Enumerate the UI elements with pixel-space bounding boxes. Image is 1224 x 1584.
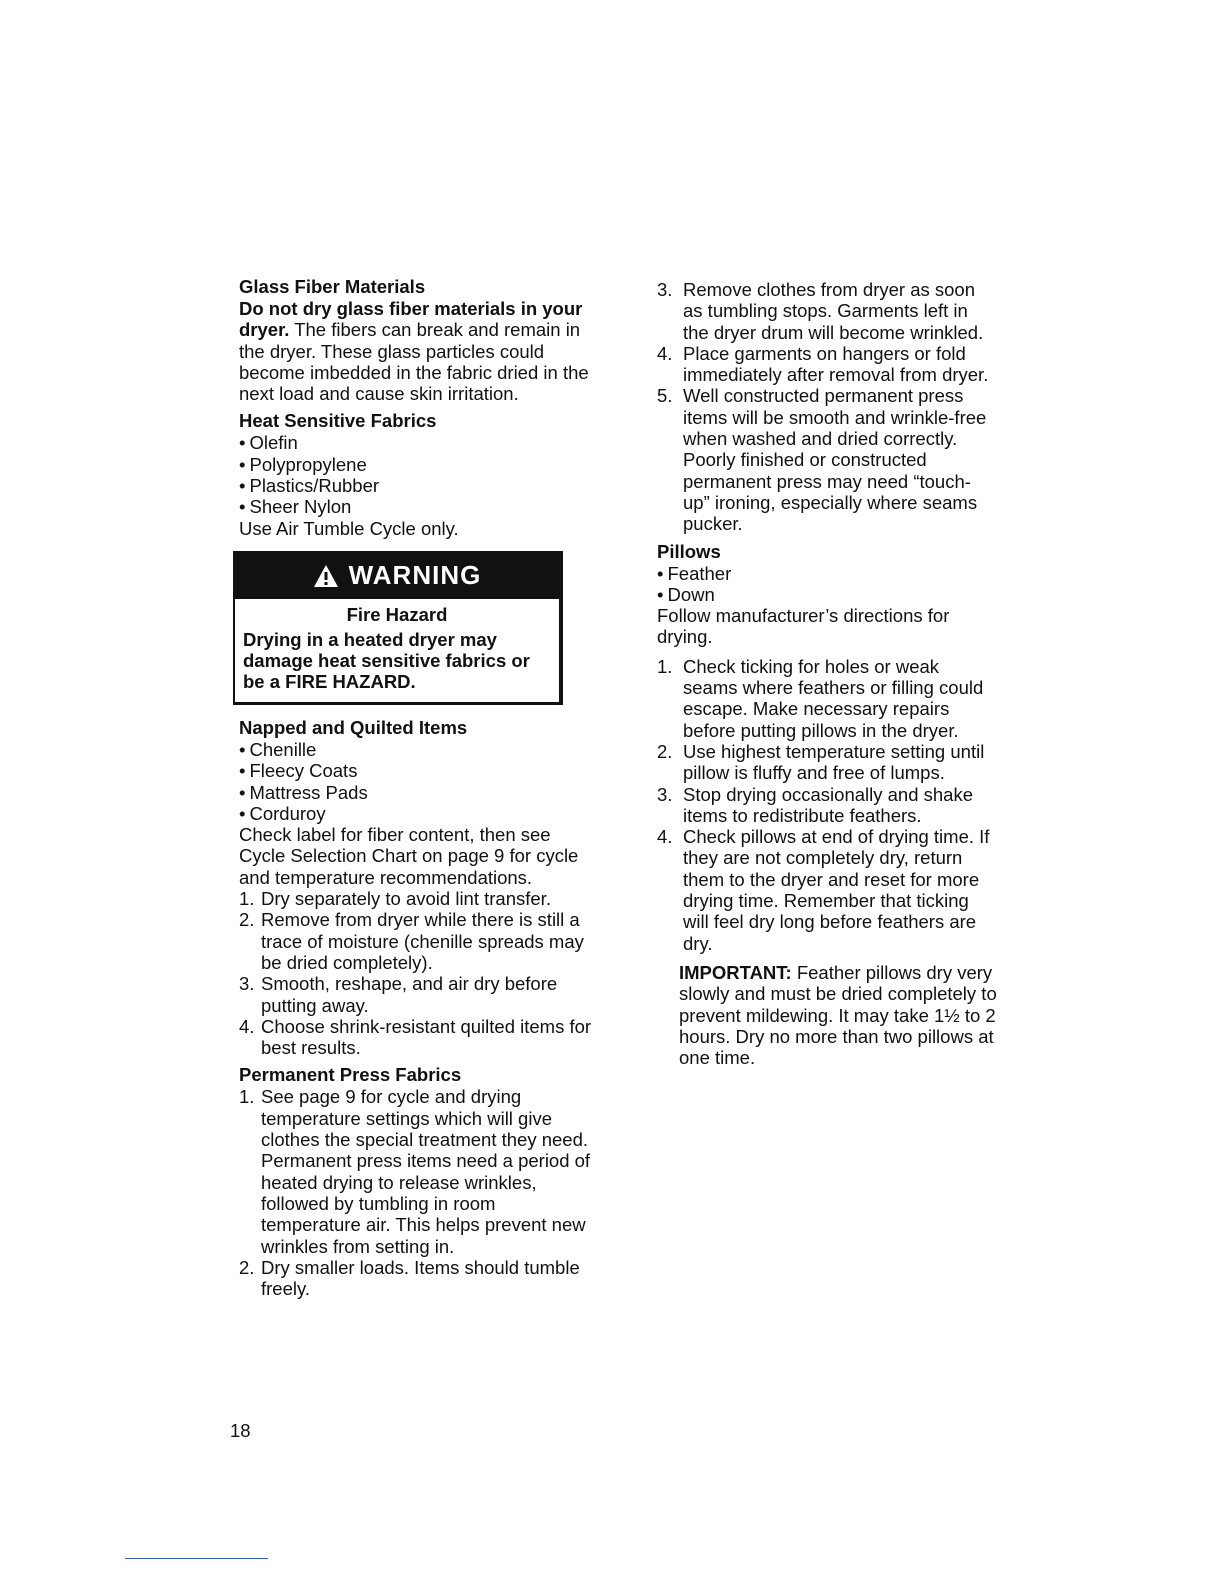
- list-item: 4. Choose shrink-resistant quilted items for best results.: [239, 1015, 592, 1059]
- heat-sensitive-list: [239, 432, 599, 517]
- list-item: 4. Place garments on hangers or fold immediately after removal from dryer.: [657, 342, 989, 386]
- napped-quilted-note: Check label for fiber content, then see Cycle Selection Chart on page 9 for cycle and temperature recommendations.: [239, 824, 579, 888]
- napped-quilted-heading: Napped and Quilted Items: [239, 716, 468, 738]
- glass-fiber-heading: Glass Fiber Materials: [239, 276, 426, 297]
- list-item: 3. Stop drying occasionally and shake items to redistribute feathers.: [657, 783, 974, 826]
- list-item: • Olefin: [239, 432, 599, 453]
- warning-text: Drying in a heated dryer may damage heat sensitive fabrics or be a FIRE HAZARD.: [243, 628, 530, 692]
- napped-quilted-list: [239, 739, 599, 824]
- permanent-press-steps: [239, 1086, 599, 1299]
- list-item: • Down: [657, 584, 997, 605]
- list-item: • Fleecy Coats: [239, 760, 599, 781]
- warning-body: [235, 599, 559, 702]
- list-item: 3. Remove clothes from dryer as soon as tumbling stops. Garments left in the dryer drum will become wrinkled.: [657, 279, 984, 343]
- permanent-press-section: [239, 1064, 599, 1299]
- list-item: 3. Smooth, reshape, and air dry before putting away.: [239, 973, 558, 1016]
- glass-fiber-body: The fibers can break and remain in the dryer. These glass particles could become imbedded in the fabric dried in the next load and cause skin irritation.: [239, 319, 589, 405]
- list-item: • Plastics/Rubber: [239, 475, 599, 496]
- list-item: 1. Dry separately to avoid lint transfer.: [239, 888, 551, 910]
- important-label: IMPORTANT:: [679, 961, 792, 983]
- list-item: 2. Use highest temperature setting until pillow is fluffy and free of lumps.: [657, 740, 985, 784]
- list-item: • Chenille: [239, 739, 599, 760]
- permanent-press-heading: Permanent Press Fabrics: [239, 1064, 462, 1086]
- list-item: 2. Dry smaller loads. Items should tumble freely.: [239, 1256, 580, 1300]
- heat-sensitive-note: Use Air Tumble Cycle only.: [239, 517, 459, 539]
- list-item: • Corduroy: [239, 803, 599, 824]
- warning-triangle-icon: [313, 564, 339, 588]
- heat-sensitive-section: [239, 410, 599, 538]
- fire-hazard-warning-box: [233, 551, 563, 705]
- list-item: 4. Check pillows at end of drying time. If they are not completely dry, return them to the dryer and reset for more drying time. Remember that ticking will feel dry long before feathers are dry.: [657, 826, 990, 954]
- list-item: 1. See page 9 for cycle and drying temperature settings which will give clothes the special treatment they need. Permanent press items need a period of heated drying to release wrinkles, followed by tumbling in room temperature air. This helps prevent new wrinkles from setting in.: [239, 1086, 591, 1257]
- important-text: Feather pillows dry very slowly and must be dried completely to prevent mildewing. It may take 1½ to 2 hours. Dry no more than two pillows at one time.: [679, 961, 997, 1069]
- left-column: [239, 276, 599, 1299]
- important-note: [657, 962, 997, 1068]
- right-column: [657, 276, 997, 1068]
- glass-fiber-paragraph: [239, 298, 599, 404]
- napped-quilted-steps: [239, 888, 599, 1058]
- warning-title: WARNING: [348, 560, 482, 591]
- heat-sensitive-heading: Heat Sensitive Fabrics: [239, 410, 437, 432]
- list-item: 1. Check ticking for holes or weak seams where feathers or filling could escape. Make necessary repairs before putting pillows in the dryer.: [657, 655, 984, 741]
- list-item: 2. Remove from dryer while there is still a trace of moisture (chenille spreads may be dried completely).: [239, 909, 584, 973]
- permanent-press-steps-continued: [657, 279, 997, 535]
- list-item: • Mattress Pads: [239, 782, 599, 803]
- footer-rule: [125, 1558, 268, 1559]
- glass-fiber-section: [239, 276, 599, 404]
- pillows-list: [657, 563, 997, 606]
- pillows-steps: [657, 656, 997, 954]
- warning-subtitle: Fire Hazard: [346, 603, 448, 625]
- list-item: 5. Well constructed permanent press items will be smooth and wrinkle-free when washed and dried correctly. Poorly finished or constructed permanent press may need “touch-up” ironing, especially where seams pucker.: [657, 385, 987, 535]
- pillows-section: [657, 541, 997, 1069]
- list-item: • Feather: [657, 563, 997, 584]
- glass-fiber-warning-lead: Do not dry glass fiber materials in your dryer.: [239, 298, 583, 341]
- list-item: • Sheer Nylon: [239, 496, 599, 517]
- pillows-note: Follow manufacturer’s directions for drying.: [657, 605, 950, 648]
- napped-quilted-section: [239, 717, 599, 1058]
- list-item: • Polypropylene: [239, 454, 599, 475]
- pillows-heading: Pillows: [657, 540, 721, 562]
- warning-header: [235, 553, 559, 599]
- page-number: 18: [230, 1420, 251, 1441]
